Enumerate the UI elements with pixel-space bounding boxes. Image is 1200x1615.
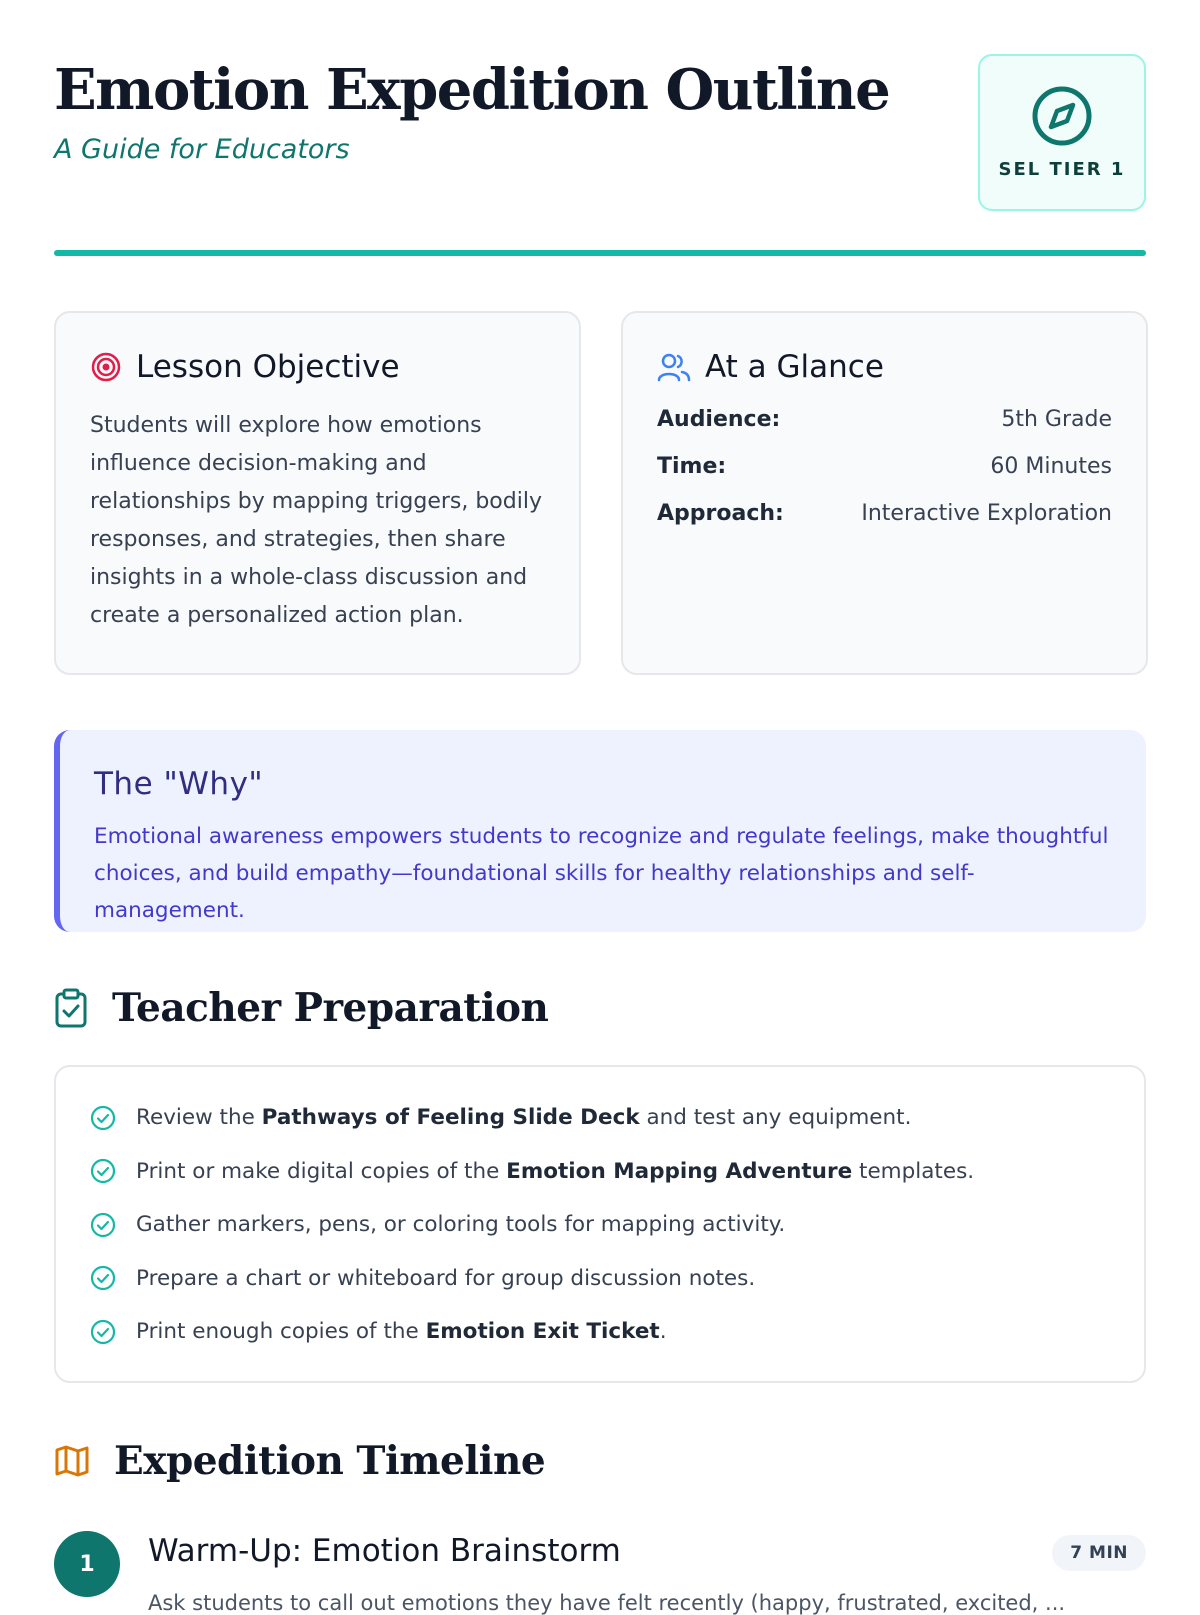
check-circle-icon — [90, 1265, 116, 1291]
why-callout — [54, 730, 1146, 932]
lesson-objective-text: Students will explore how emotions influence decision-making and relationships by mapping triggers, bodily responses, and strategies, then share insights in a whole-class discussion and create a personalized action plan. — [90, 413, 542, 628]
checklist-item-text: Gather markers, pens, or coloring tools for mapping activity. — [136, 1212, 786, 1238]
why-text: Emotional awareness empowers students to recognize and regulate feelings, make thoughtful choices, and build empathy—foundational skills for healthy relationships and self-management. — [94, 824, 1109, 923]
at-a-glance-card — [621, 311, 1148, 675]
lesson-objective-title: Lesson Objective — [136, 349, 400, 385]
header-divider — [54, 250, 1146, 256]
glance-key: Approach: — [657, 501, 784, 526]
glance-row-time — [657, 454, 1112, 501]
page-title: Emotion Expedition Outline — [54, 57, 890, 123]
checklist-item — [90, 1091, 1110, 1145]
step-title: Warm-Up: Emotion Brainstorm — [148, 1533, 621, 1569]
glance-value: Interactive Exploration — [861, 501, 1112, 526]
at-a-glance-table — [657, 407, 1112, 548]
step-description: Ask students to call out emotions they have felt recently (happy, frustrated, excited, ... — [148, 1591, 1066, 1615]
expedition-timeline-title: Expedition Timeline — [114, 1438, 546, 1484]
teacher-preparation-heading — [54, 985, 548, 1031]
lesson-objective-heading — [90, 349, 545, 385]
at-a-glance-heading — [657, 349, 1112, 385]
checklist-item-text: Review the Pathways of Feeling Slide Deck and test any equipment. — [136, 1105, 912, 1131]
glance-value: 60 Minutes — [990, 454, 1112, 479]
step-number-badge: 1 — [54, 1531, 120, 1597]
map-icon — [54, 1444, 90, 1478]
preparation-checklist — [90, 1091, 1110, 1359]
checklist-item — [90, 1145, 1110, 1199]
glance-value: 5th Grade — [1001, 407, 1112, 432]
check-circle-icon — [90, 1319, 116, 1345]
glance-key: Audience: — [657, 407, 781, 432]
page-header — [54, 54, 1146, 214]
teacher-preparation-card — [54, 1065, 1146, 1383]
check-circle-icon — [90, 1158, 116, 1184]
why-title: The "Why" — [94, 766, 264, 802]
target-icon — [90, 351, 122, 383]
checklist-item — [90, 1252, 1110, 1306]
checklist-item-text: Print enough copies of the Emotion Exit Ticket. — [136, 1319, 667, 1345]
teacher-preparation-title: Teacher Preparation — [112, 985, 549, 1031]
at-a-glance-title: At a Glance — [705, 349, 884, 385]
glance-row-audience — [657, 407, 1112, 454]
users-icon — [657, 351, 691, 383]
check-circle-icon — [90, 1212, 116, 1238]
tier-label: SEL TIER 1 — [998, 159, 1126, 180]
clipboard-check-icon — [54, 988, 88, 1028]
checklist-item-text: Print or make digital copies of the Emotion Mapping Adventure templates. — [136, 1158, 975, 1184]
expedition-timeline-heading — [54, 1438, 545, 1484]
checklist-item — [90, 1305, 1110, 1359]
glance-row-approach — [657, 501, 1112, 548]
check-circle-icon — [90, 1105, 116, 1131]
compass-icon — [1030, 84, 1094, 148]
glance-key: Time: — [657, 454, 727, 479]
checklist-item-text: Prepare a chart or whiteboard for group discussion notes. — [136, 1265, 756, 1291]
sel-tier-badge — [978, 54, 1146, 211]
step-duration-badge: 7 MIN — [1052, 1535, 1146, 1571]
checklist-item — [90, 1198, 1110, 1252]
lesson-objective-card — [54, 311, 581, 675]
page-subtitle: A Guide for Educators — [54, 134, 350, 165]
